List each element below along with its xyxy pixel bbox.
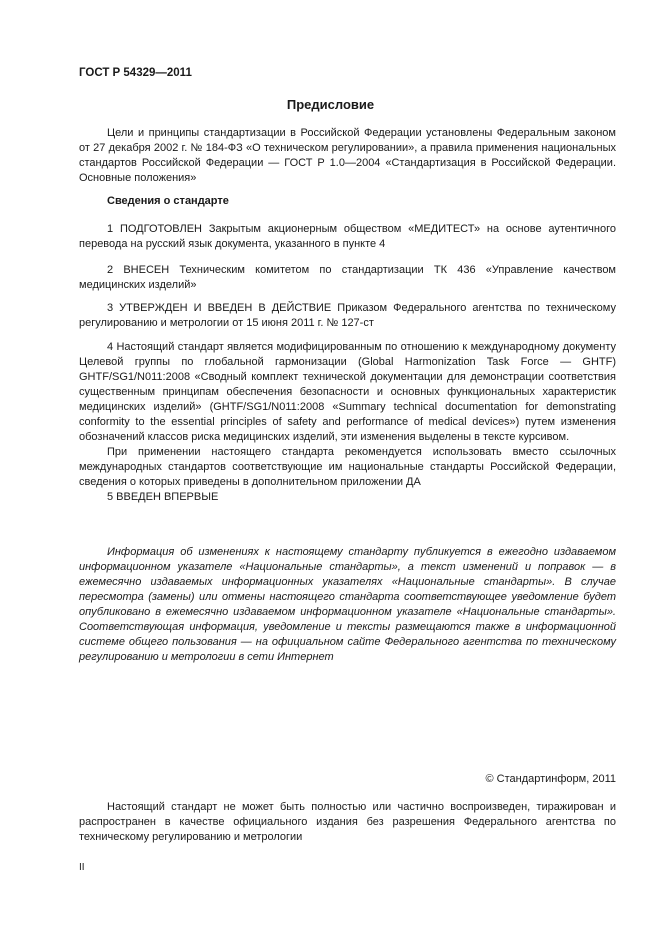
item-4 [79,340,616,490]
item-5-text: 5 ВВЕДЕН ВПЕРВЫЕ [107,491,219,503]
intro-block [79,126,616,186]
footer-paragraph: Настоящий стандарт не может быть полностью или частично воспроизведен, тиражирован и распространен в качестве официального издания без разрешения Федерального агентства по техническому регулированию и метрологии [79,801,616,843]
page-number: II [79,862,85,873]
item-2-text: 2 ВНЕСЕН Техническим комитетом по стандартизации ТК 436 «Управление качеством медицинских изделий» [79,264,616,291]
item-4-text: 4 Настоящий стандарт является модифицированным по отношению к международному документу Целевой группы по глобальной гармонизации (Global Harmonization Task Force — GHTF) GHTF/SG1/N011:2008 «Сводный комплект технической документации для демонстрации соответствия существенным принципам обеспечения безопасности и основных функциональных характеристик медицинских изделий» (GHTF/SG1/N011:2008 «Summary technical documentation for demonstrating conformity to the essential principles of safety and performance of medical devices») путем изменения обозначений классов риска медицинских изделий, эти изменения выделены в тексте курсивом. [79,341,616,443]
item-1-text: 1 ПОДГОТОВЛЕН Закрытым акционерным обществом «МЕДИТЕСТ» на основе аутентичного перевода на русский язык документа, указанного в пункте 4 [79,223,616,250]
item-1 [79,222,616,252]
notice-paragraph: Информация об изменениях к настоящему стандарту публикуется в ежегодно издаваемом информационном указателе «Национальные стандарты», а текст изменений и поправок — в ежемесячно издаваемых информационных указателях «Национальные стандарты». В случае пересмотра (замены) или отмены настоящего стандарта соответствующее уведомление будет опубликовано в ежемесячно издаваемом информационном указателе «Национальные стандарты». Соответствующая информация, уведомление и тексты размещаются также в информационной системе общего пользования — на официальном сайте Федерального агентства по техническому регулированию и метрологии в сети Интернет [79,546,616,663]
subheading: Сведения о стандарте [107,195,229,207]
document-header: ГОСТ Р 54329—2011 [79,67,192,79]
copyright: © Стандартинформ, 2011 [485,773,616,785]
intro-paragraph: Цели и принципы стандартизации в Российской Федерации установлены Федеральным законом от 27 декабря 2002 г. № 184-ФЗ «О техническом регулировании», а правила применения национальных стандартов Российской Федерации — ГОСТ Р 1.0—2004 «Стандартизация в Российской Федерации. Основные положения» [79,127,616,184]
item-2 [79,263,616,293]
footer-block [79,800,616,845]
item-4-note: При применении настоящего стандарта рекомендуется использовать вместо ссылочных международных стандартов соответствующие им национальные стандарты Российской Федерации, сведения о которых приведены в дополнительном приложении ДА [79,446,616,488]
item-5 [79,490,616,505]
section-title: Предисловие [286,97,375,112]
notice-block [79,545,616,665]
item-3-text: 3 УТВЕРЖДЕН И ВВЕДЕН В ДЕЙСТВИЕ Приказом Федерального агентства по техническому регулированию и метрологии от 15 июня 2011 г. № 127-ст [79,302,616,329]
item-3 [79,301,616,331]
